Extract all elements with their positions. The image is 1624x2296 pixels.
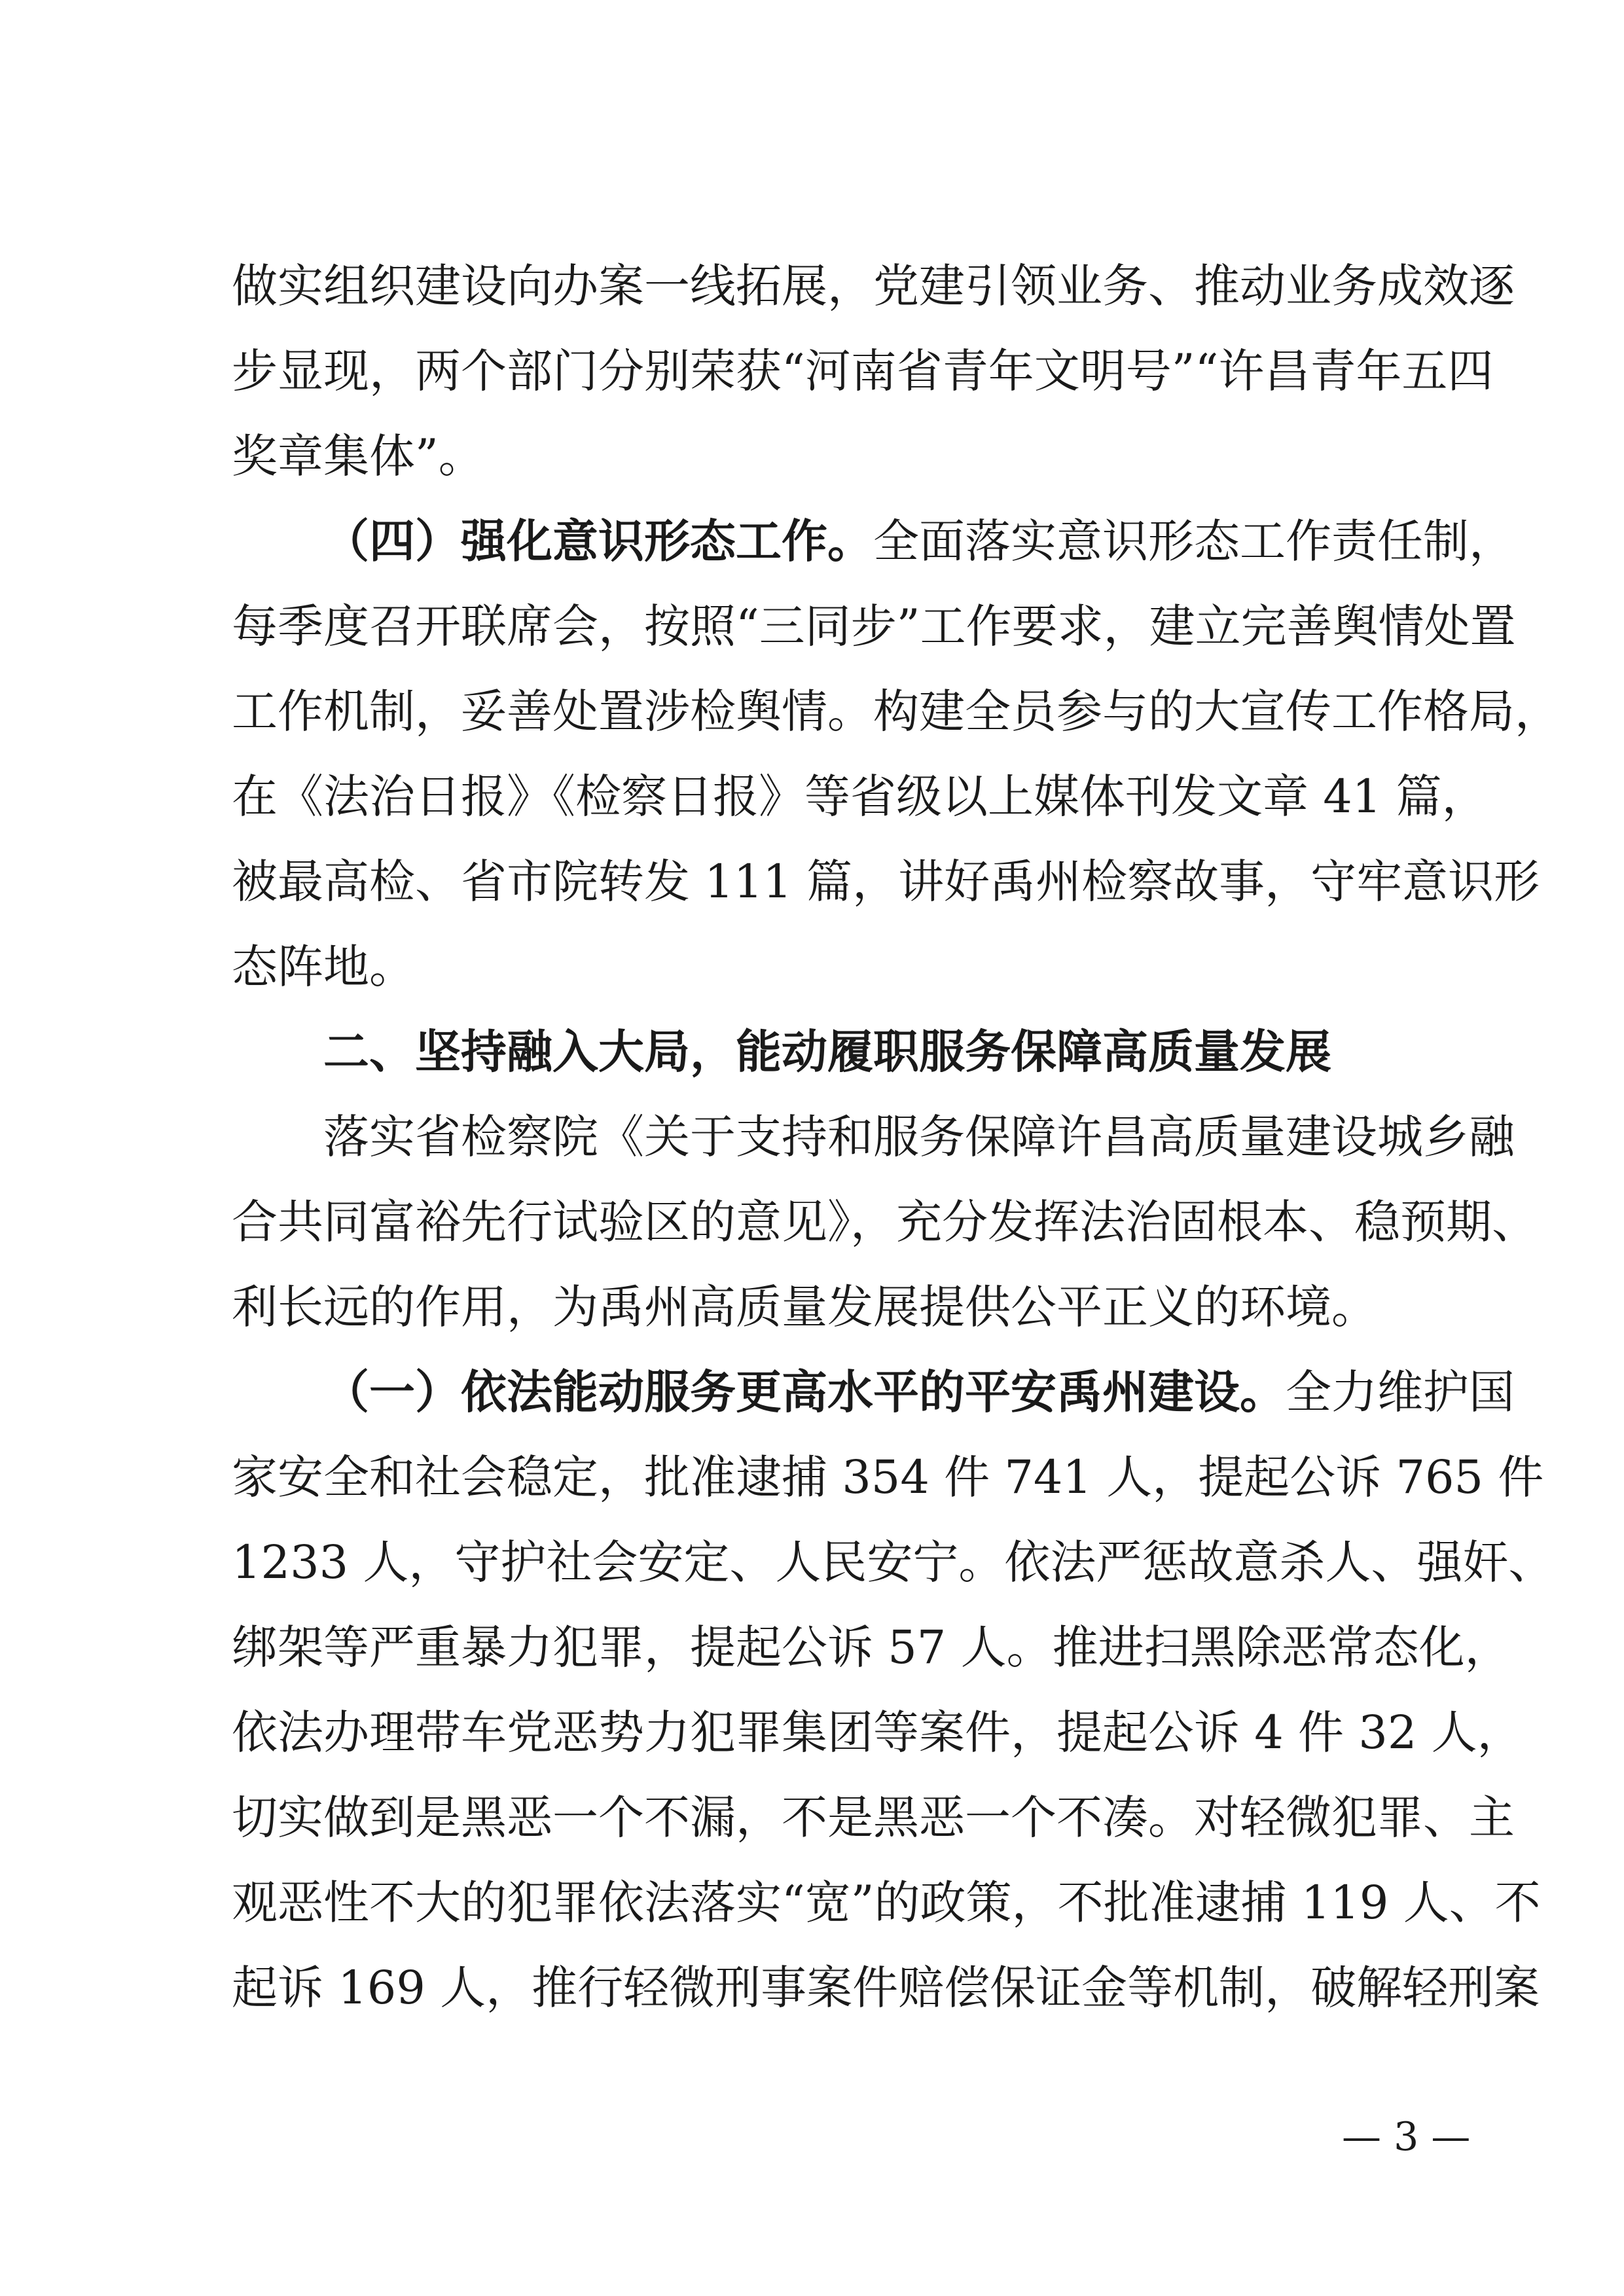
paragraph-line: 合共同富裕先行试验区的意见》，充分发挥法治固根本、稳预期、 [232, 1195, 1538, 1249]
paragraph-line: 起诉 169 人，推行轻微刑事案件赔偿保证金等机制，破解轻刑案 [232, 1961, 1540, 2015]
paragraph-line: 被最高检、省市院转发 111 篇，讲好禹州检察故事，守牢意识形 [232, 855, 1540, 908]
section-text: 全面落实意识形态工作责任制， [873, 514, 1515, 568]
paragraph-line: 依法办理带车党恶势力犯罪集团等案件，提起公诉 4 件 32 人， [232, 1706, 1523, 1759]
paragraph-line: 态阵地。 [232, 940, 415, 994]
section-heading: （四）强化意识形态工作。 [323, 514, 873, 568]
page-number: — 3 — [1342, 2114, 1471, 2160]
paragraph-line: 1233 人，守护社会安定、人民安宁。依法严惩故意杀人、强奸、 [232, 1535, 1555, 1589]
paragraph-line: 绑架等严重暴力犯罪，提起公诉 57 人。推进扫黑除恶常态化， [232, 1621, 1511, 1674]
paragraph-line: 工作机制，妥善处置涉检舆情。构建全员参与的大宣传工作格局， [232, 685, 1561, 738]
section-text: 全力维护国 [1286, 1365, 1515, 1419]
paragraph-line: 步显现，两个部门分别荣获“河南省青年文明号”“许昌青年五四 [232, 344, 1494, 398]
paragraph-line: 每季度召开联席会，按照“三同步”工作要求，建立完善舆情处置 [232, 600, 1516, 653]
paragraph-line: 利长远的作用，为禹州高质量发展提供公平正义的环境。 [232, 1280, 1377, 1334]
section-4-heading-line [323, 512, 1515, 571]
paragraph-line: 奖章集体”。 [232, 429, 484, 483]
chapter-heading: 二、坚持融入大局，能动履职服务保障高质量发展 [323, 1024, 1331, 1079]
paragraph-line: 家安全和社会稳定，批准逮捕 354 件 741 人，提起公诉 765 件 [232, 1450, 1544, 1504]
paragraph-line: 在《法治日报》《检察日报》等省级以上媒体刊发文章 41 篇， [232, 770, 1488, 823]
section-1-heading-line [323, 1363, 1515, 1422]
paragraph-line: 观恶性不大的犯罪依法落实“宽”的政策，不批准逮捕 119 人、不 [232, 1876, 1541, 1929]
section-heading: （一）依法能动服务更高水平的平安禹州建设。 [323, 1365, 1286, 1419]
paragraph-line: 落实省检察院《关于支持和服务保障许昌高质量建设城乡融 [323, 1110, 1515, 1164]
paragraph-line: 切实做到是黑恶一个不漏，不是黑恶一个不凑。对轻微犯罪、主 [232, 1791, 1515, 1844]
paragraph-line: 做实组织建设向办案一线拓展，党建引领业务、推动业务成效逐 [232, 259, 1515, 313]
